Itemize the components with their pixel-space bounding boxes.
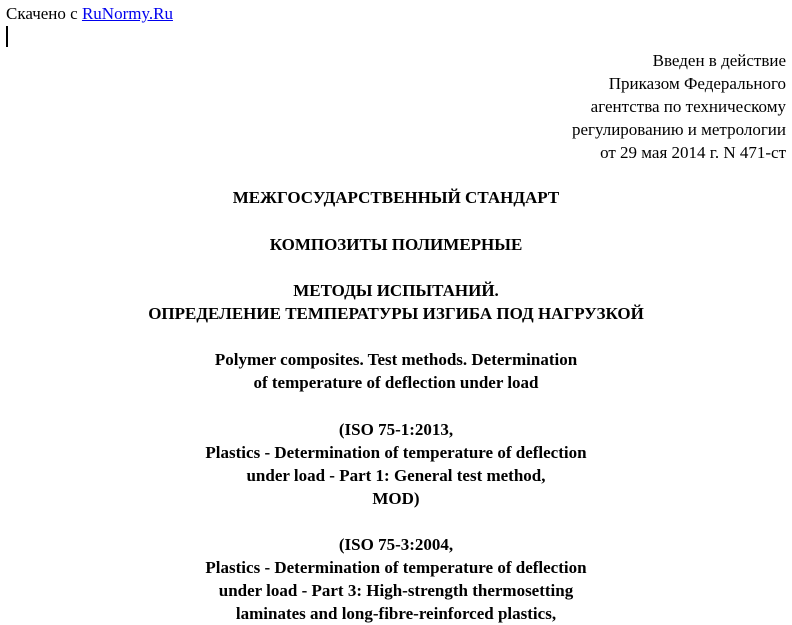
iso-reference-1-line-3: under load - Part 1: General test method, bbox=[246, 466, 546, 485]
introduction-line-4: регулированию и метрологии bbox=[571, 120, 786, 139]
iso-reference-2-line-3: under load - Part 3: High-strength thermosetting bbox=[218, 581, 574, 600]
download-source-line bbox=[6, 4, 173, 24]
introduction-note bbox=[572, 49, 786, 164]
standard-main-title bbox=[0, 233, 792, 256]
standard-subtitle-line-1: МЕТОДЫ ИСПЫТАНИЙ. bbox=[293, 281, 499, 300]
iso-reference-1-line-2: Plastics - Determination of temperature of deflection bbox=[205, 443, 587, 462]
iso-reference-1-line-4: MOD) bbox=[372, 489, 420, 508]
standard-subtitle bbox=[0, 279, 792, 325]
iso-reference-2-line-4: laminates and long-fibre-reinforced plastics, bbox=[235, 604, 557, 623]
introduction-line-5: от 29 мая 2014 г. N 471-ст bbox=[600, 143, 786, 162]
standard-main-title-text: КОМПОЗИТЫ ПОЛИМЕРНЫЕ bbox=[269, 235, 523, 254]
introduction-line-1: Введен в действие bbox=[652, 51, 786, 70]
introduction-line-3: агентства по техническому bbox=[590, 97, 786, 116]
iso-reference-2 bbox=[0, 533, 792, 625]
english-title bbox=[0, 348, 792, 394]
download-source-prefix: Скачено с bbox=[6, 4, 78, 23]
english-title-line-2: of temperature of deflection under load bbox=[253, 373, 539, 392]
iso-reference-1 bbox=[0, 418, 792, 510]
text-cursor bbox=[6, 26, 8, 47]
standard-subtitle-line-2: ОПРЕДЕЛЕНИЕ ТЕМПЕРАТУРЫ ИЗГИБА ПОД НАГРУЗКОЙ bbox=[148, 304, 644, 323]
english-title-line-1: Polymer composites. Test methods. Determination bbox=[214, 350, 578, 369]
iso-reference-2-line-1: (ISO 75-3:2004, bbox=[338, 535, 454, 554]
runormy-link[interactable]: RuNormy.Ru bbox=[81, 4, 173, 23]
standard-type-title-text: МЕЖГОСУДАРСТВЕННЫЙ СТАНДАРТ bbox=[232, 188, 560, 207]
iso-reference-2-line-2: Plastics - Determination of temperature of deflection bbox=[205, 558, 587, 577]
standard-type-title bbox=[0, 186, 792, 209]
introduction-line-2: Приказом Федерального bbox=[608, 74, 786, 93]
iso-reference-1-line-1: (ISO 75-1:2013, bbox=[338, 420, 454, 439]
